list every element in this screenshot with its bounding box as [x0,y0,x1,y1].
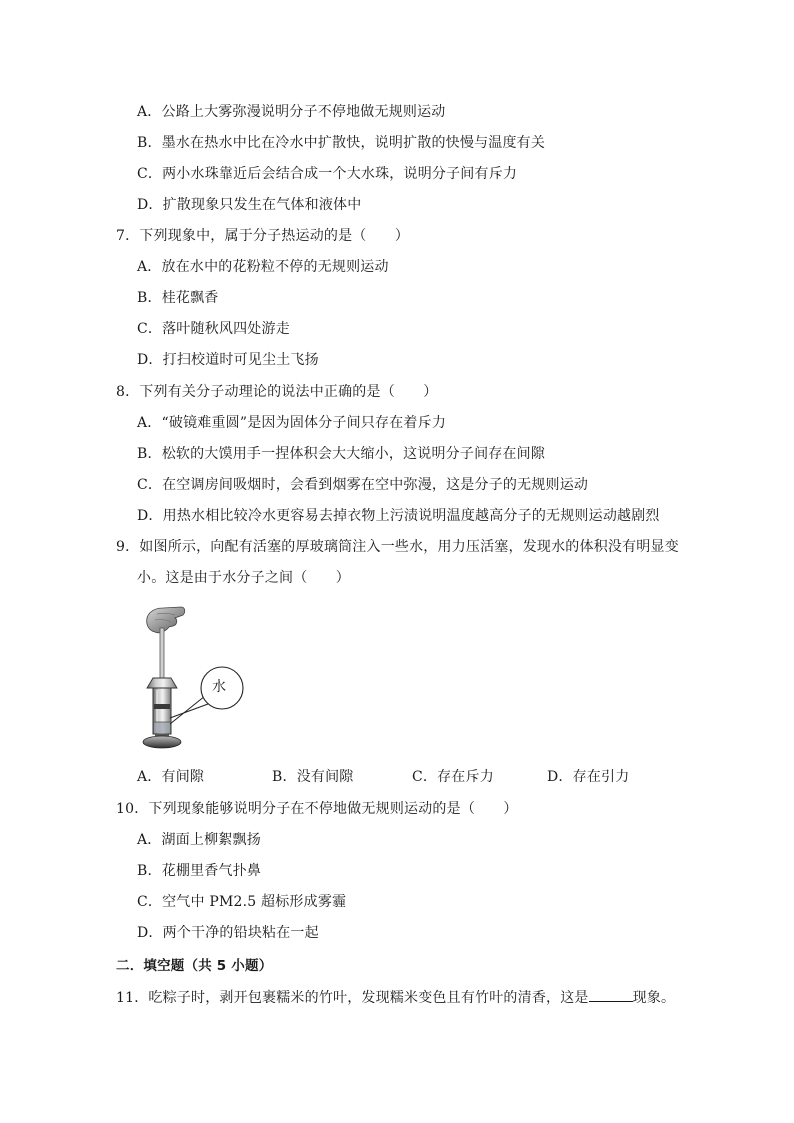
q8-option-d: D．用热水相比较冷水更容易去掉衣物上污渍说明温度越高分子的无规则运动越剧烈 [137,508,660,524]
q8-option-b: B．松软的大馍用手一捏体积会大大缩小，这说明分子间存在间隙 [137,446,546,462]
answer-blank [589,987,633,1002]
q9-stem-line1: 9．如图所示，向配有活塞的厚玻璃筒注入一些水，用力压活塞，发现水的体积没有明显变 [116,539,679,555]
water-label: 水 [212,679,226,695]
q10-option-d: D．两个干净的铅块粘在一起 [137,925,319,941]
q10-option-b: B．花棚里香气扑鼻 [137,863,262,879]
q11-stem-before: 11．吃粽子时，剥开包裹糯米的竹叶，发现糯米变色且有竹叶的清香，这是 [116,990,589,1006]
q6-option-d: D．扩散现象只发生在气体和液体中 [137,197,362,213]
q9-stem-line2: 小。这是由于水分子之间（ ） [137,570,350,586]
q9-option-c: C．存在斥力 [412,769,494,785]
q10-option-a: A．湖面上柳絮飘扬 [137,832,261,848]
q11-stem [116,987,675,1008]
q9-option-d: D．存在引力 [547,769,630,785]
q7-option-d: D．打扫校道时可见尘土飞扬 [137,352,319,368]
q6-option-b: B．墨水在热水中比在冷水中扩散快，说明扩散的快慢与温度有关 [137,135,546,151]
q7-option-a: A．放在水中的花粉粒不停的无规则运动 [137,259,389,275]
q10-option-c: C．空气中 PM2.5 超标形成雾霾 [137,894,347,910]
piston-cylinder-illustration [133,604,278,752]
q10-stem: 10．下列现象能够说明分子在不停地做无规则运动的是（ ） [116,801,518,817]
piston-cylinder-figure [133,604,278,752]
q8-option-c: C．在空调房间吸烟时，会看到烟雾在空中弥漫，这是分子的无规则运动 [137,477,589,493]
q6-option-c: C．两小水珠靠近后会结合成一个大水珠，说明分子间有斥力 [137,166,518,182]
q7-option-b: B．桂花飘香 [137,290,219,306]
q7-option-c: C．落叶随秋风四处游走 [137,321,290,337]
q7-stem: 7．下列现象中，属于分子热运动的是（ ） [116,228,410,244]
section-title: 二．填空题（共 5 小题） [116,958,273,974]
q9-option-a: A．有间隙 [137,769,205,785]
q8-stem: 8．下列有关分子动理论的说法中正确的是（ ） [116,384,438,400]
q8-option-a: A．“破镜难重圆”是因为固体分子间只存在着斥力 [137,415,447,431]
q6-option-a: A．公路上大雾弥漫说明分子不停地做无规则运动 [137,104,446,120]
q9-option-b: B．没有间隙 [272,769,354,785]
q11-stem-after: 现象。 [632,990,676,1006]
